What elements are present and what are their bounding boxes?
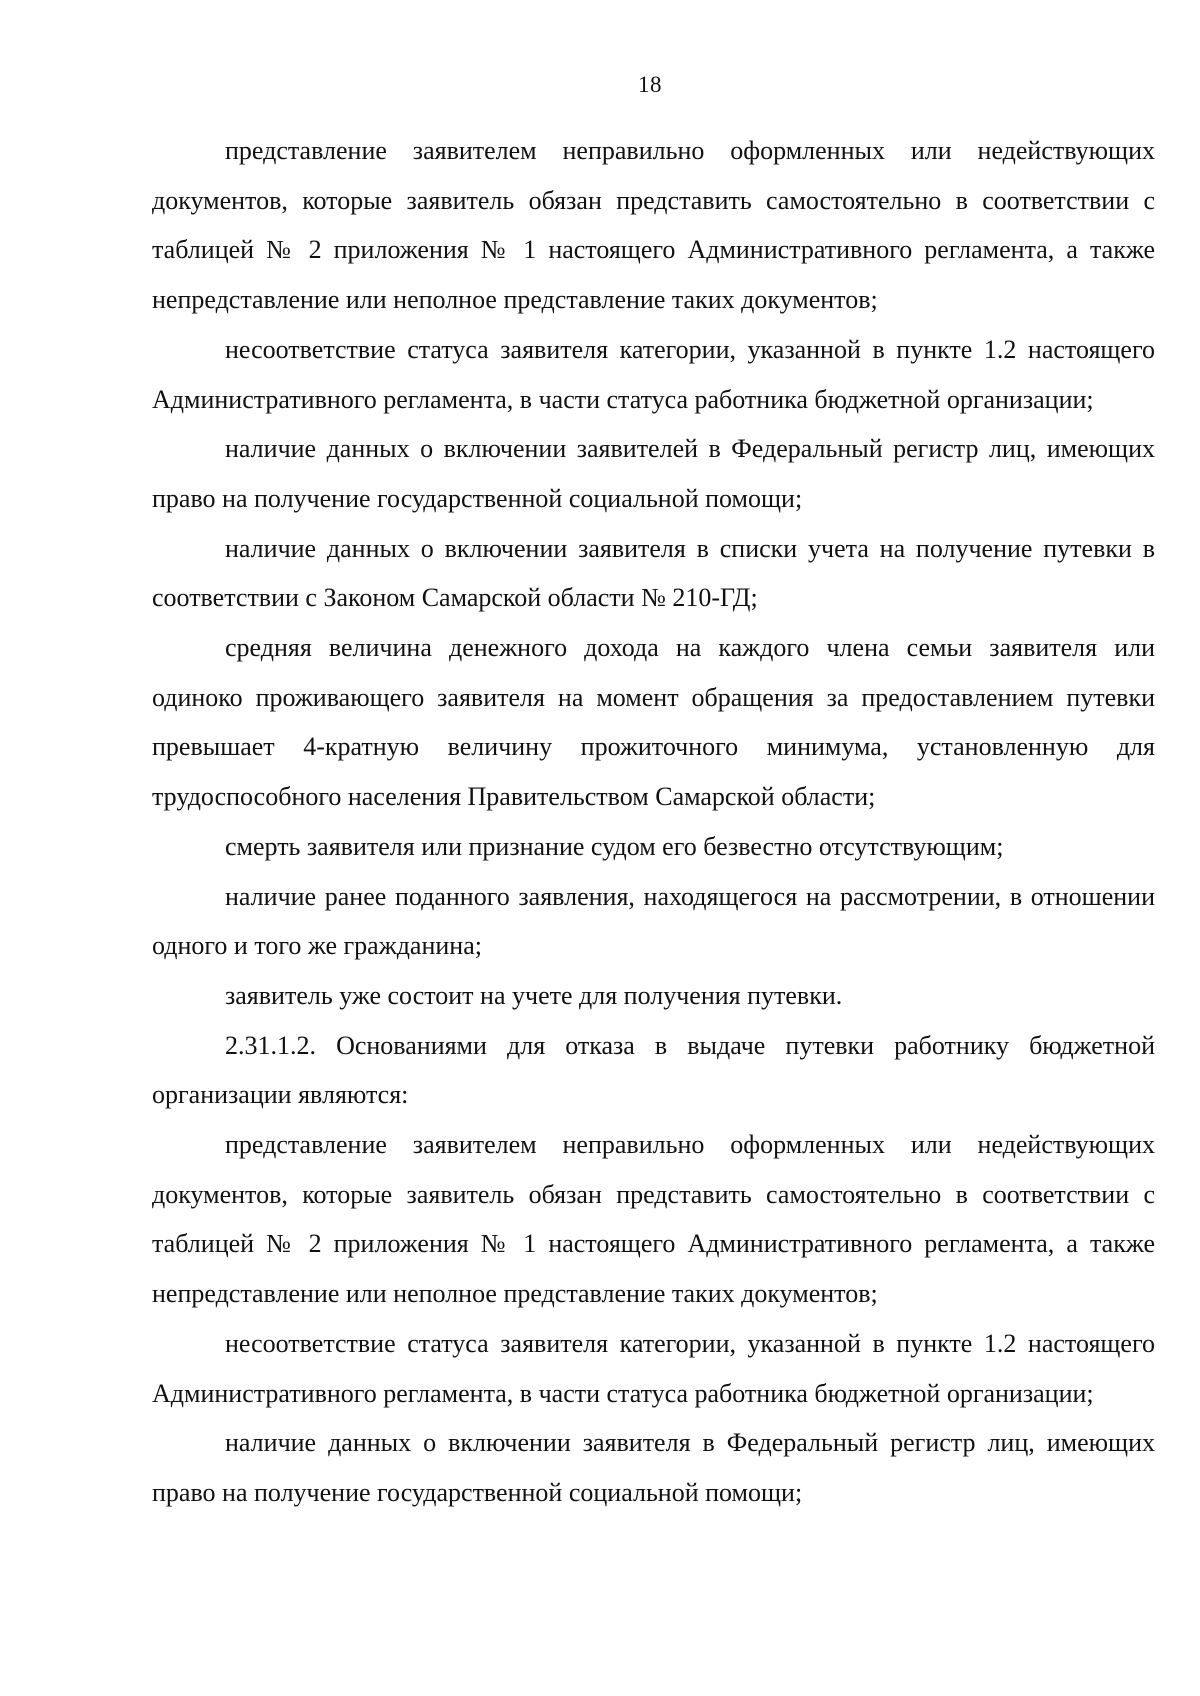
- paragraph-section-2-31-1-2: 2.31.1.2. Основаниями для отказа в выдаче путевки работнику бюджетной организации являются:: [152, 1030, 1155, 1110]
- paragraph-status-mismatch: несоответствие статуса заявителя категории, указанной в пункте 1.2 настоящего Административного регламента, в части статуса работника бюджетной организации;: [152, 334, 1155, 414]
- paragraph-already-registered: заявитель уже состоит на учете для получения путевки.: [225, 980, 843, 1010]
- paragraph-pending-application: наличие ранее поданного заявления, находящегося на рассмотрении, в отношении одного и того же гражданина;: [152, 881, 1155, 961]
- document-body: [152, 126, 1155, 1518]
- paragraph-invalid-documents-2: представление заявителем неправильно оформленных или недействующих документов, которые заявитель обязан представить самостоятельно в соответствии с таблицей № 2 приложения № 1 настоящего Административного регламента, а также непредставление или неполное представление таких документов;: [152, 1130, 1155, 1309]
- paragraph-death-or-missing: смерть заявителя или признание судом его безвестно отсутствующим;: [225, 831, 1004, 861]
- paragraph-federal-register-2: наличие данных о включении заявителя в Федеральный регистр лиц, имеющих право на получение государственной социальной помощи;: [152, 1428, 1155, 1507]
- page-number: 18: [638, 72, 662, 97]
- paragraph-invalid-documents: представление заявителем неправильно оформленных или недействующих документов, которые заявитель обязан представить самостоятельно в соответствии с таблицей № 2 приложения № 1 настоящего Административного регламента, а также непредставление или неполное представление таких документов;: [152, 136, 1155, 315]
- paragraph-waiting-list: наличие данных о включении заявителя в списки учета на получение путевки в соответствии с Законом Самарской области № 210-ГД;: [152, 533, 1155, 613]
- paragraph-income-limit: средняя величина денежного дохода на каждого члена семьи заявителя или одиноко проживающего заявителя на момент обращения за предоставлением путевки превышает 4-кратную величину прожиточного минимума, установленную для трудоспособного населения Правительством Самарской области;: [152, 633, 1155, 812]
- paragraph-status-mismatch-2: несоответствие статуса заявителя категории, указанной в пункте 1.2 настоящего Административного регламента, в части статуса работника бюджетной организации;: [152, 1328, 1155, 1408]
- paragraph-federal-register: наличие данных о включении заявителей в Федеральный регистр лиц, имеющих право на получение государственной социальной помощи;: [152, 434, 1155, 513]
